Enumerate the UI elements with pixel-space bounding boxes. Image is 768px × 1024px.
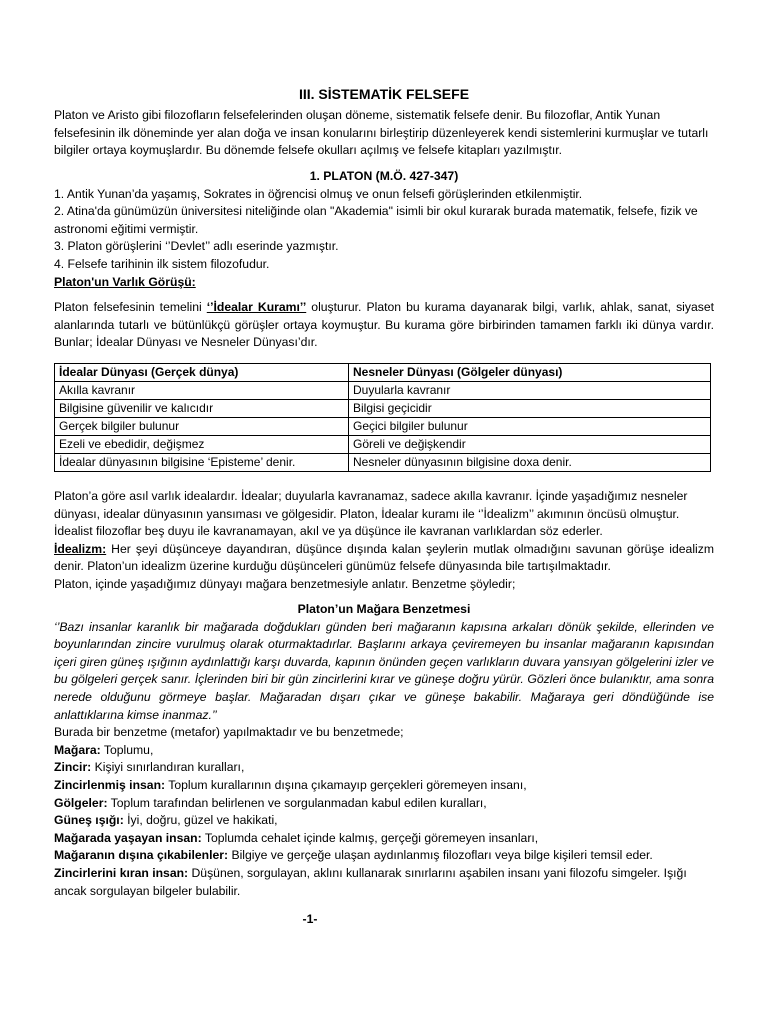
metafor-term: Mağaranın dışına çıkabilenler: <box>54 848 229 863</box>
magara-quote: ‘’Bazı insanlar karanlık bir mağarada doğdukları günden beri mağaranın kapısına arkaları dönük şekilde, ellerinden ve boyunlarından zincire vurulmuş olarak oturmaktadırlar. Başlarını arkaya çeviremeyen bu insanlar mağaranın kapısından içeri giren güneş ışığının aydınlattığı karşı duvarda, kapının önünden geçen varlıkların duvara yansıyan gölgelerini izler ve bu gölgeleri gerçek sanır. İçlerinden biri bir gün zincirlerini kırar ve güneşe doğru yürür. Gözleri önce bulanıktır, ama sonra nerede olduğunu görmeye başlar. Mağaradan dışarı çıkar ve güneşe bakabilir. Mağaraya geri döndüğünde ise anlattıklarına kimse inanmaz.’’ <box>54 619 714 722</box>
idealar-kurami-term: ‘’İdealar Kuramı’’ <box>206 300 307 314</box>
metafor-term: Güneş ışığı: <box>54 813 124 828</box>
table-cell: Ezeli ve ebedidir, değişmez <box>55 436 349 454</box>
table-cell: Nesneler dünyasının bilgisine doxa denir. <box>349 454 711 472</box>
metafor-item <box>54 795 714 813</box>
idealizm-text: Her şeyi düşünceye dayandıran, düşünce dışında kalan şeylerin mutlak olmadığını savunan görüşe idealizm denir. Platon’un idealizm üzerine kurduğu düşünceleri günümüz felsefe dünyasında bile tartışılmaktadır. <box>54 541 714 574</box>
page-number: -1- <box>302 912 318 926</box>
idealizm-label: İdealizm: <box>54 541 107 556</box>
magara-section <box>54 601 714 900</box>
page-title: III. SİSTEMATİK FELSEFE <box>298 86 470 102</box>
metafor-term: Zincirlerini kıran insan: <box>54 865 189 880</box>
metafor-intro: Burada bir benzetme (metafor) yapılmaktadır ve bu benzetmede; <box>54 725 404 740</box>
platon-point-2: 2. Atina'da günümüzün üniversitesi niteliğinde olan "Akademia" isimli bir okul kurarak burada matematik, felsefe, fizik ve astronomi eğitimi vermiştir. <box>54 204 698 236</box>
table-header-nesneler: Nesneler Dünyası (Gölgeler dünyası) <box>349 364 711 382</box>
varlik-text-before: Platon felsefesinin temelini <box>54 300 207 314</box>
comparison-table-wrap <box>54 363 714 472</box>
metafor-item <box>54 777 714 795</box>
metafor-term: Zincirlenmiş insan: <box>54 777 166 792</box>
benzetme-intro: Platon, içinde yaşadığımız dünyayı mağara benzetmesiyle anlatır. Benzetme şöyledir; <box>54 576 516 591</box>
table-row <box>55 454 711 472</box>
varlik-heading <box>54 274 714 292</box>
intro-paragraph: Platon ve Aristo gibi filozofların felsefelerinden oluşan döneme, sistematik felsefe denir. Bu filozoflar, Antik Yunan felsefesinin ilk döneminde yer alan doğa ve insan konularını birleştirip düzenleyerek kendi sistemlerini kurmuşlar ve tutarlı bilgiler ortaya koymuşlardır. Bu dönemde felsefe okulları açılmış ve felsefe kitapları yazılmıştır. <box>54 108 709 158</box>
varlik-text-after: oluşturur. Platon bu kurama dayanarak bilgi, varlık, ahlak, sanat, siyaset alanlarında tutarlı ve bütünlükçü görüşler ortaya koymuştur. Bu kurama göre birbirinden tamamen farklı iki dünya vardır. Bunlar; İdealar Dünyası ve Nesneler Dünyası’dır. <box>54 300 714 350</box>
metafor-desc: Toplumda cehalet içinde kalmış, gerçeği göremeyen insanları, <box>201 830 539 845</box>
table-row <box>55 436 711 454</box>
table-cell: Göreli ve değişkendir <box>349 436 711 454</box>
metafor-desc: Toplum kurallarının dışına çıkamayıp gerçekleri göremeyen insanı, <box>165 777 527 792</box>
metafor-desc: İyi, doğru, güzel ve hakikati, <box>123 813 278 828</box>
metafor-desc: Toplum tarafından belirlenen ve sorgulanmadan kabul edilen kuralları, <box>107 795 487 810</box>
table-row <box>55 400 711 418</box>
table-cell: Gerçek bilgiler bulunur <box>55 418 349 436</box>
platon-section <box>54 168 714 291</box>
post-table-paragraph: Platon’a göre asıl varlık idealardır. İdealar; duyularla kavranamaz, sadece akılla kavranır. İçinde yaşadığımız nesneler dünyası, idealar dünyasının yansıması ve gölgesidir. Platon, İdealar kuramı ile ‘’İdealizm’’ akımının öncüsü olmuştur. İdealist filozoflar beş duyu ile kavranamayan, akıl ve ya düşünce ile kavranan varlıklardan söz ederler. <box>54 489 688 539</box>
varlik-paragraph <box>54 299 714 352</box>
metafor-desc: Kişiyi sınırlandıran kuralları, <box>91 760 245 775</box>
metafor-item <box>54 830 714 848</box>
table-cell: Bilgisine güvenilir ve kalıcıdır <box>55 400 349 418</box>
metafor-term: Zincir: <box>54 760 92 775</box>
platon-point-3: 3. Platon görüşlerini ‘’Devlet’’ adlı eserinde yazmıştır. <box>54 239 339 254</box>
table-cell: Geçici bilgiler bulunur <box>349 418 711 436</box>
varlik-section <box>54 299 714 352</box>
metafor-desc: Düşünen, sorgulayan, aklını kullanarak sınırlarını aşabilen insanı yani filozofu simgeler. Işığı ancak sorgulayan bilgeler bulabilir. <box>54 865 687 898</box>
metafor-item <box>54 865 714 900</box>
table-header-idealar: İdealar Dünyası (Gerçek dünya) <box>55 364 349 382</box>
table-cell: Duyularla kavranır <box>349 382 711 400</box>
table-header-row <box>55 364 711 382</box>
metafor-desc: Toplumu, <box>100 742 154 757</box>
varlik-heading-text: Platon'un Varlık Görüşü: <box>54 274 196 289</box>
table-cell: Akılla kavranır <box>55 382 349 400</box>
platon-heading: 1. PLATON (M.Ö. 427-347) <box>309 169 459 183</box>
comparison-table <box>54 363 711 472</box>
metafor-item <box>54 847 714 865</box>
table-row <box>55 418 711 436</box>
metafor-item <box>54 759 714 777</box>
platon-point-4: 4. Felsefe tarihinin ilk sistem filozofudur. <box>54 256 270 271</box>
metafor-desc: Bilgiye ve gerçeğe ulaşan aydınlanmış filozofları veya bilge kişileri temsil eder. <box>228 848 653 863</box>
magara-heading: Platon’un Mağara Benzetmesi <box>297 602 471 616</box>
table-cell: İdealar dünyasının bilgisine ‘Episteme’ denir. <box>55 454 349 472</box>
platon-point-1: 1. Antik Yunan’da yaşamış, Sokrates in öğrencisi olmuş ve onun felsefi görüşlerinden etkilenmiştir. <box>54 186 583 201</box>
table-cell: Bilgisi geçicidir <box>349 400 711 418</box>
idealizm-paragraph <box>54 541 714 576</box>
metafor-term: Gölgeler: <box>54 795 108 810</box>
metafor-term: Mağarada yaşayan insan: <box>54 830 202 845</box>
metafor-item <box>54 742 714 760</box>
metafor-term: Mağara: <box>54 742 101 757</box>
metafor-item <box>54 812 714 830</box>
intro-section <box>54 107 714 160</box>
idealizm-section <box>54 488 714 594</box>
table-row <box>55 382 711 400</box>
